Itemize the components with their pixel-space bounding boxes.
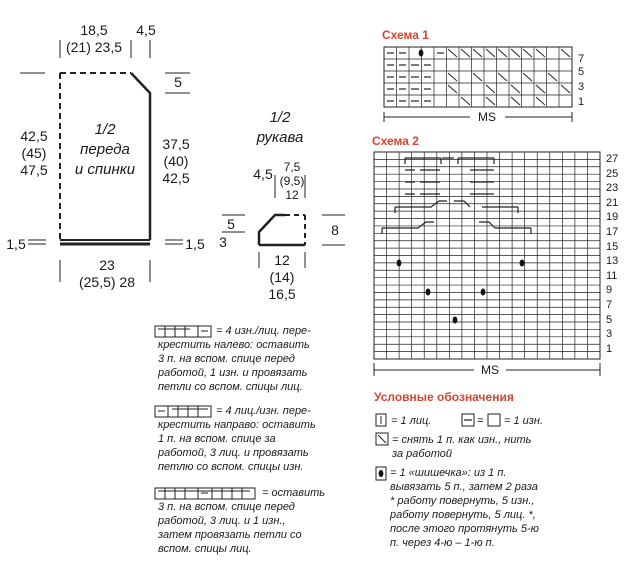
cable-eight-note: = оставить 3 п. на вспом. спице перед работой, 3 лиц. и 1 изн., затем провязать петли со вспом. спицы лиц.: [158, 487, 326, 555]
schema2-row-15: 15: [606, 240, 619, 253]
schema2-row-27: 27: [606, 153, 619, 165]
schema1-row-7: 7: [578, 53, 585, 65]
body-bottom-left: 1,5: [6, 236, 26, 252]
legend-bobble: = 1 «шишечка»: из 1 п. вывязать 5 п., затем 2 раза * работу повернуть, 5 изн., работу повернуть, 5 лиц. *, после этого протянуть 5-ю п. через 4-ю – 1-ю п.: [390, 467, 539, 549]
body-right-small: 5: [174, 74, 182, 90]
schema1-title: Схема 1: [382, 28, 429, 42]
body-top-offset: 4,5: [136, 22, 156, 38]
schema2-row-25: 25: [606, 167, 619, 180]
schema2-row-13: 13: [606, 255, 619, 268]
schema2-row-7: 7: [606, 299, 613, 311]
sleeve-left-lower: 3: [219, 234, 227, 250]
schema1-ms-label: MS: [478, 110, 496, 124]
schema1-row-1: 1: [578, 96, 585, 108]
cable-left-note: = 4 изн./лиц. пере- крестить налево: оставить 3 п. на вспом. спице перед работой, 1 изн. и провязать петли со вспом. спицы лиц.: [158, 325, 311, 393]
schema2-row-3: 3: [606, 328, 613, 341]
body-left-height: 42,5 (45) 47,5: [20, 128, 48, 178]
schema2-row-5: 5: [606, 313, 613, 326]
sleeve-right: 8: [331, 222, 339, 238]
schema2-row-9: 9: [606, 284, 613, 297]
schema1-row-5: 5: [578, 66, 585, 78]
schema1-row-3: 3: [578, 81, 585, 93]
svg-text:=: =: [477, 415, 484, 427]
schema2-row-19: 19: [606, 211, 619, 224]
sleeve-title: 1/2 рукава: [256, 109, 304, 146]
legend-knit: = 1 лиц.: [391, 415, 432, 427]
schema2-row-1: 1: [606, 342, 613, 355]
body-right-height: 37,5 (40) 42,5: [162, 136, 190, 186]
legend-title: Условные обозначения: [374, 390, 514, 404]
schema2-title: Схема 2: [372, 134, 419, 148]
legend-purl: = 1 изн.: [504, 415, 543, 427]
schema2-row-17: 17: [606, 226, 619, 238]
body-bottom-width: 23 (25,5) 28: [78, 257, 136, 290]
cable-right-note: = 4 лиц./изн. пере- крестить направо: оставить 1 п. на вспом. спице за работой, 3 лиц. и провязать петлю со вспом. спицы изн.: [158, 405, 316, 473]
sleeve-top-left: 4,5: [253, 166, 273, 182]
schema2-ms-label: MS: [481, 363, 499, 377]
schema2-row-11: 11: [606, 269, 618, 282]
body-piece-title: 1/2 переда и спинки: [74, 121, 136, 178]
schema2-row-23: 23: [606, 182, 619, 195]
sleeve-left-upper: 5: [227, 216, 235, 232]
schema2-row-21: 21: [606, 196, 619, 209]
body-top-width: 18,5 (21) 23,5: [65, 22, 123, 55]
sleeve-top-width: 7,5 (9,5) 12: [279, 160, 305, 202]
legend-slip: = снять 1 п. как изн., нить за работой: [392, 434, 532, 460]
sleeve-bottom-width: 12 (14) 16,5: [268, 252, 296, 302]
body-bottom-right: 1,5: [185, 236, 205, 252]
